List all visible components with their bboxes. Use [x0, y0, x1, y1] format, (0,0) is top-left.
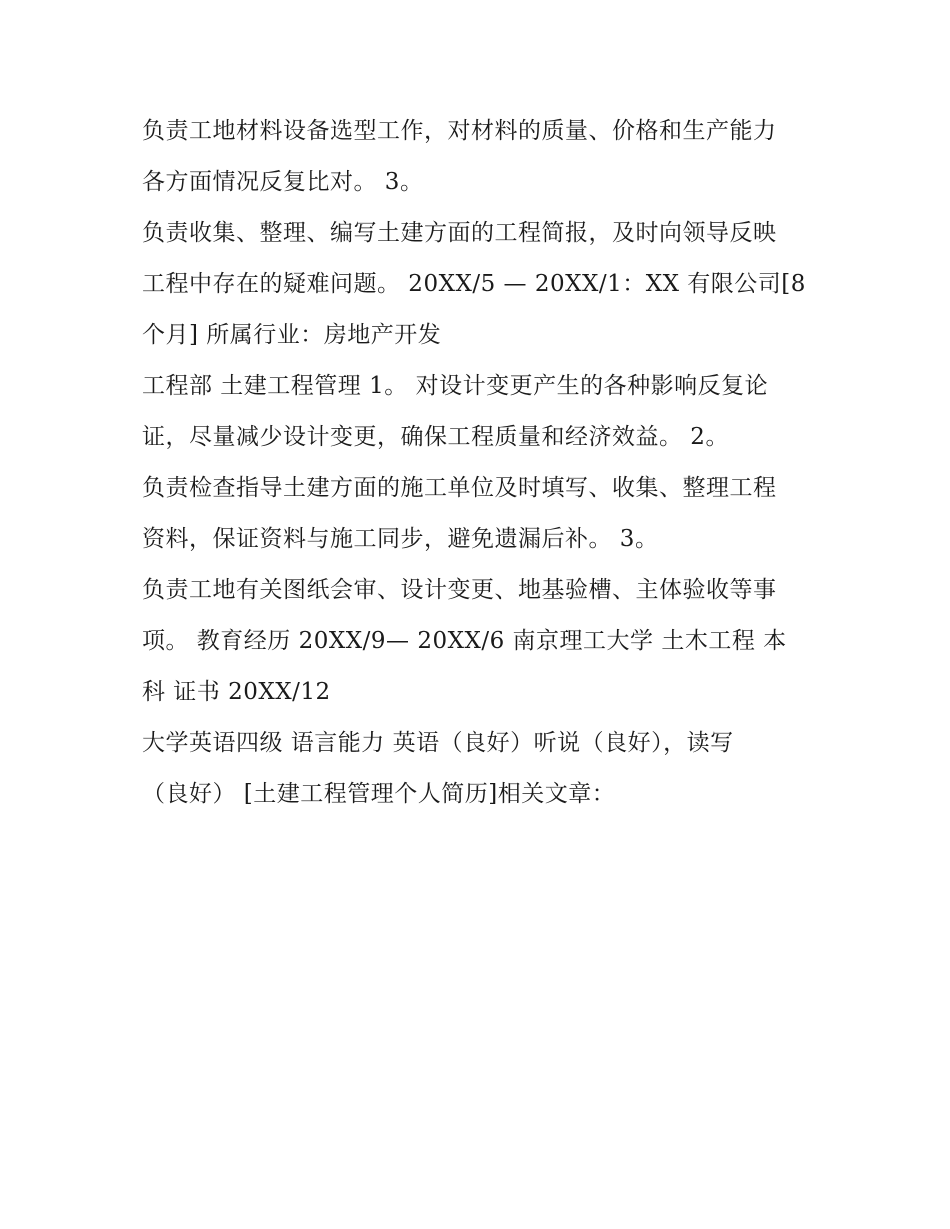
text-line: 大学英语四级 语言能力 英语（良好）听说（良好），读写 [142, 730, 734, 756]
document-body [142, 106, 822, 820]
text-line: 负责检查指导土建方面的施工单位及时填写、收集、整理工程 [142, 475, 777, 501]
text-line: 工程部 土建工程管理 1。 对设计变更产生的各种影响反复论 [142, 373, 769, 399]
text-line: 资料，保证资料与施工同步，避免遗漏后补。 3。 [142, 526, 659, 552]
text-line: 负责工地有关图纸会审、设计变更、地基验槽、主体验收等事 [142, 577, 777, 603]
text-line: 科 证书 20XX/12 [142, 679, 331, 705]
text-line: 个月] 所属行业：房地产开发 [142, 322, 442, 348]
text-line: （良好） [土建工程管理个人简历]相关文章： [142, 781, 616, 807]
text-line: 负责工地材料设备选型工作，对材料的质量、价格和生产能力 [142, 118, 777, 144]
text-line: 证，尽量减少设计变更，确保工程质量和经济效益。 2。 [142, 424, 729, 450]
text-line: 各方面情况反复比对。 3。 [142, 169, 424, 195]
text-line: 负责收集、整理、编写土建方面的工程简报，及时向领导反映 [142, 220, 777, 246]
text-line: 项。 教育经历 20XX/9— 20XX/6 南京理工大学 土木工程 本 [142, 628, 787, 654]
text-line: 工程中存在的疑难问题。 20XX/5 — 20XX/1：XX 有限公司[8 [142, 271, 806, 297]
